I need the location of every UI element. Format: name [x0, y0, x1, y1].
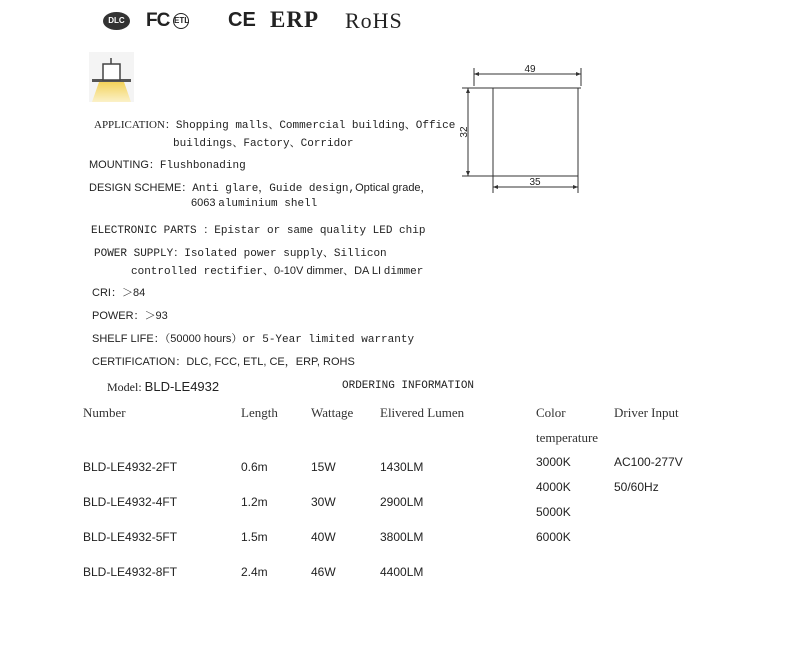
power-supply-line2-a: controlled rectifier、	[131, 266, 275, 278]
dimension-diagram	[458, 60, 588, 195]
power-supply-line2-b: 0-10V dimmer、DA LI	[274, 265, 382, 277]
fc-logo: FC	[146, 10, 170, 31]
row-number: BLD-LE4932-5FT	[83, 530, 178, 544]
cri-label: CRI：	[92, 287, 122, 299]
certification-row	[92, 353, 355, 369]
mounting-label: MOUNTING：	[89, 159, 160, 171]
cri-row	[92, 284, 145, 300]
header-lumen: Elivered Lumen	[380, 405, 465, 420]
power-row	[92, 307, 168, 323]
row-length: 1.2m	[241, 495, 268, 509]
row-wattage: 30W	[311, 495, 336, 509]
design-row	[89, 179, 432, 195]
etl-logo: ETL	[173, 13, 199, 31]
driver-input-frequency: 50/60Hz	[614, 480, 659, 494]
model-label: Model:	[107, 380, 145, 394]
design-value-a: Anti glare，Guide design,	[192, 183, 356, 195]
shelf-value-a: （50000 hours）	[164, 333, 243, 345]
row-lumen: 4400LM	[380, 565, 424, 579]
row-number: BLD-LE4932-8FT	[83, 565, 178, 579]
row-wattage: 46W	[311, 565, 336, 579]
ce-logo: CE	[228, 9, 256, 31]
design-line2	[191, 197, 317, 210]
cri-value: ＞84	[121, 287, 146, 299]
power-value: ＞93	[144, 310, 168, 322]
certification-value: DLC, FCC, ETL, CE，ERP, ROHS	[186, 356, 355, 368]
model-value: BLD-LE4932	[144, 379, 220, 394]
row-wattage: 15W	[311, 460, 336, 474]
dimension-base: 35	[529, 177, 541, 188]
design-line2-a: 6063	[191, 197, 216, 209]
row-length: 0.6m	[241, 460, 268, 474]
dlc-logo: DLC	[103, 12, 130, 30]
dimension-width: 49	[524, 64, 536, 75]
design-value-b: Optical grade，	[355, 182, 432, 194]
design-label: DESIGN SCHEME：	[89, 182, 193, 194]
dimension-height: 32	[459, 126, 470, 138]
mounting-row	[89, 156, 246, 172]
application-row	[94, 116, 455, 132]
header-driver-input: Driver Input	[614, 405, 679, 420]
power-supply-row	[94, 244, 387, 260]
power-label: POWER：	[92, 310, 145, 322]
row-number: BLD-LE4932-4FT	[83, 495, 178, 509]
erp-logo: ERP	[270, 7, 319, 32]
color-temp-4000: 4000K	[536, 480, 571, 494]
application-label: APPLICATION：	[94, 119, 176, 131]
model-line	[107, 379, 219, 395]
application-value-line2: buildings、Factory、Corridor	[173, 138, 354, 150]
header-number: Number	[83, 405, 126, 420]
design-line2-b: aluminium shell	[218, 198, 318, 210]
header-length: Length	[241, 405, 278, 420]
application-value: Shopping malls、Commercial building、Office	[175, 120, 456, 132]
header-temperature: temperature	[536, 430, 599, 445]
rohs-logo: RoHS	[345, 8, 403, 33]
row-lumen: 1430LM	[380, 460, 424, 474]
power-supply-line2	[131, 262, 423, 278]
ordering-title: ORDERING INFORMATION	[342, 380, 475, 392]
color-temp-6000: 6000K	[536, 530, 571, 544]
shelf-life-row	[92, 330, 414, 346]
driver-input-voltage: AC100-277V	[614, 455, 683, 469]
power-supply-value: Isolated power supply、Sillicon	[184, 248, 387, 260]
color-temp-3000: 3000K	[536, 455, 571, 469]
header-wattage: Wattage	[311, 405, 354, 420]
power-supply-label: POWER SUPPLY：	[94, 248, 185, 260]
recessed-light-icon	[89, 52, 134, 102]
electronic-value: Epistar or same quality LED chip	[214, 225, 426, 237]
row-number: BLD-LE4932-2FT	[83, 460, 178, 474]
product-thumbnail	[89, 52, 134, 102]
row-lumen: 2900LM	[380, 495, 424, 509]
row-length: 2.4m	[241, 565, 268, 579]
header-color: Color	[536, 405, 566, 420]
shelf-label: SHELF LIFE：	[92, 333, 165, 345]
mounting-value: Flushbonading	[159, 160, 246, 172]
electronic-row	[91, 221, 425, 237]
row-wattage: 40W	[311, 530, 336, 544]
row-length: 1.5m	[241, 530, 268, 544]
electronic-label: ELECTRONIC PARTS ：	[91, 225, 215, 237]
color-temp-5000: 5000K	[536, 505, 571, 519]
shelf-value-b: or 5-Year limited warranty	[242, 334, 415, 346]
certification-label: CERTIFICATION：	[92, 356, 187, 368]
power-supply-line2-c: dimmer	[383, 266, 424, 278]
row-lumen: 3800LM	[380, 530, 424, 544]
